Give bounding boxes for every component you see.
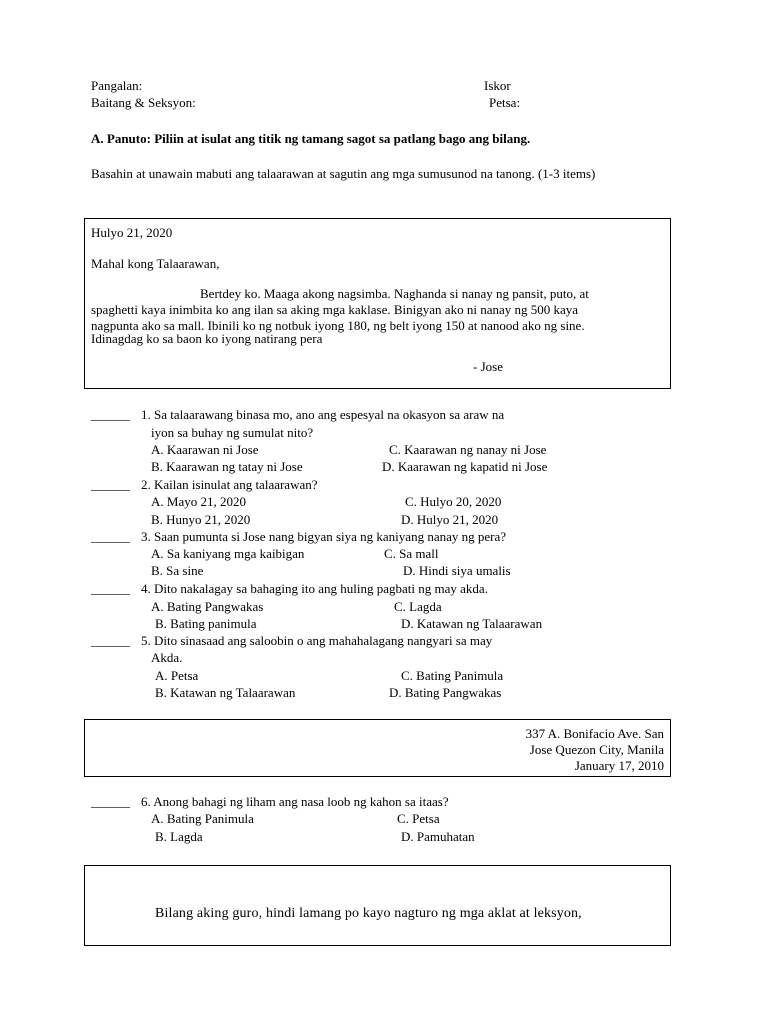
grade-section-label: Baitang & Seksyon: xyxy=(91,95,196,110)
choice-d: D. Bating Pangwakas xyxy=(389,685,502,700)
choice-b: B. Kaarawan ng tatay ni Jose xyxy=(151,459,303,474)
choice-c: C. Lagda xyxy=(394,599,442,614)
choice-b: B. Sa sine xyxy=(151,563,204,578)
choice-c: C. Kaarawan ng nanay ni Jose xyxy=(389,442,547,457)
letter-text: Bilang aking guro, hindi lamang po kayo nagturo ng mga aklat at leksyon, xyxy=(155,906,582,921)
answer-blank[interactable]: ______ xyxy=(91,633,130,648)
choice-b: B. Katawan ng Talaarawan xyxy=(155,685,296,700)
diary-box xyxy=(84,218,671,389)
choice-b: B. Bating panimula xyxy=(155,616,257,631)
reading-instructions: Basahin at unawain mabuti ang talaarawan at sagutin ang mga sumusunod na tanong. (1-3 items) xyxy=(91,166,596,181)
letter-box xyxy=(84,865,671,946)
question-stem: 6. Anong bahagi ng liham ang nasa loob ng kahon sa itaas? xyxy=(141,794,449,809)
answer-blank[interactable]: ______ xyxy=(91,581,130,596)
diary-line: nagpunta ako sa mall. Ibinili ko ng notbuk iyong 180, ng belt iyong 150 at nanood ako ng sine. xyxy=(91,318,585,333)
choice-c: C. Hulyo 20, 2020 xyxy=(405,494,502,509)
choice-c: C. Bating Panimula xyxy=(401,668,504,683)
choice-d: D. Hulyo 21, 2020 xyxy=(401,512,499,527)
address-box xyxy=(84,719,671,777)
question-stem: 5. Dito sinasaad ang saloobin o ang mahahalagang nangyari sa may xyxy=(141,633,493,648)
question-stem: 2. Kailan isinulat ang talaarawan? xyxy=(141,477,318,492)
name-label: Pangalan: xyxy=(91,78,143,93)
choice-a: A. Petsa xyxy=(155,668,199,683)
diary-date: Hulyo 21, 2020 xyxy=(91,225,173,240)
diary-line: spaghetti kaya inimbita ko ang ilan sa aking mga kaklase. Binigyan ako ni nanay ng 500 kaya xyxy=(91,302,579,317)
question-stem: 1. Sa talaarawang binasa mo, ano ang espesyal na okasyon sa araw na xyxy=(141,407,505,422)
answer-blank[interactable]: ______ xyxy=(91,407,130,422)
choice-a: A. Kaarawan ni Jose xyxy=(151,442,259,457)
choice-d: D. Hindi siya umalis xyxy=(403,563,511,578)
choice-d: D. Pamuhatan xyxy=(401,829,475,844)
choice-c: C. Sa mall xyxy=(384,546,439,561)
choice-d: D. Kaarawan ng kapatid ni Jose xyxy=(382,459,548,474)
diary-line: Idinagdag ko sa baon ko iyong natirang pera xyxy=(91,331,323,346)
question-stem-cont: Akda. xyxy=(151,650,183,665)
question-stem: 4. Dito nakalagay sa bahaging ito ang huling pagbati ng may akda. xyxy=(141,581,488,596)
diary-greeting: Mahal kong Talaarawan, xyxy=(91,256,220,271)
diary-line: Bertdey ko. Maaga akong nagsimba. Naghanda si nanay ng pansit, puto, at xyxy=(200,286,589,301)
address-line: 337 A. Bonifacio Ave. San xyxy=(525,726,664,741)
choice-c: C. Petsa xyxy=(397,811,440,826)
question-stem: 3. Saan pumunta si Jose nang bigyan siya ng kaniyang nanay ng pera? xyxy=(141,529,506,544)
date-label: Petsa: xyxy=(489,95,521,110)
address-date: January 17, 2010 xyxy=(574,758,664,773)
choice-a: A. Bating Panimula xyxy=(151,811,254,826)
answer-blank[interactable]: ______ xyxy=(91,477,130,492)
score-label: Iskor xyxy=(484,78,511,93)
choice-b: B. Hunyo 21, 2020 xyxy=(151,512,251,527)
choice-b: B. Lagda xyxy=(155,829,203,844)
choice-d: D. Katawan ng Talaarawan xyxy=(401,616,543,631)
answer-blank[interactable]: ______ xyxy=(91,794,130,809)
question-stem-cont: iyon sa buhay ng sumulat nito? xyxy=(151,425,314,440)
diary-signature: - Jose xyxy=(473,359,503,374)
choice-a: A. Sa kaniyang mga kaibigan xyxy=(151,546,305,561)
choice-a: A. Bating Pangwakas xyxy=(151,599,264,614)
part-a-instructions: A. Panuto: Piliin at isulat ang titik ng tamang sagot sa patlang bago ang bilang. xyxy=(91,131,531,146)
answer-blank[interactable]: ______ xyxy=(91,529,130,544)
choice-a: A. Mayo 21, 2020 xyxy=(151,494,246,509)
address-line: Jose Quezon City, Manila xyxy=(529,742,664,757)
